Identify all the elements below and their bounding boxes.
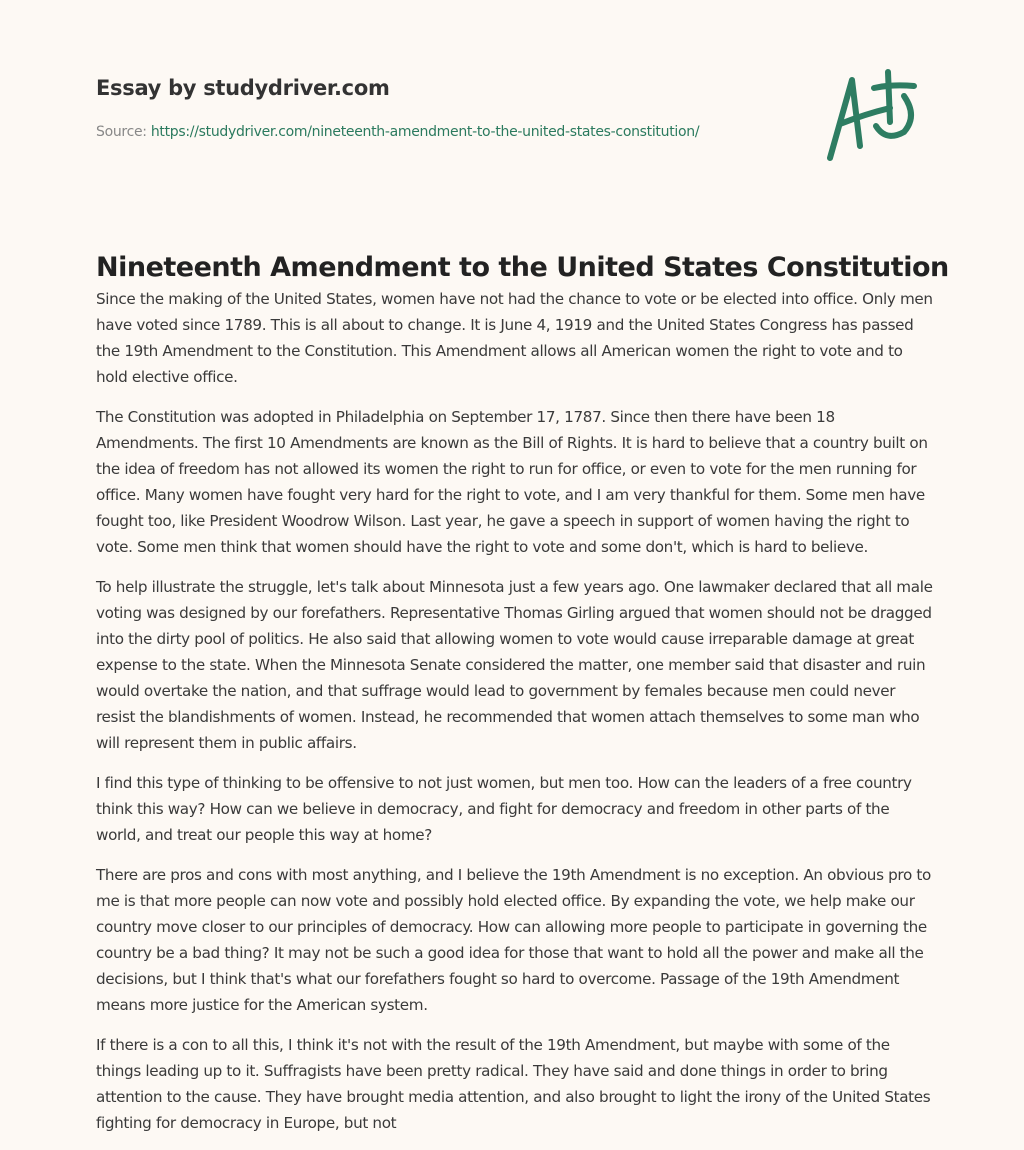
- paragraph: There are pros and cons with most anything, and I believe the 19th Amendment is no exception. An obvious pro to me is that more people can now vote and possibly hold elected office. By expanding the vote, we help make our country move closer to our principles of democracy. How can allowing more people to participate in governing the country be a bad thing? It may not be such a good idea for those that want to hold all the power and make all the decisions, but I think that's what our forefathers fought so hard to overcome. Passage of the 19th Amendment means more justice for the American system.: [96, 866, 931, 1014]
- article-title: Nineteenth Amendment to the United States Constitution: [96, 252, 949, 283]
- source-label: Source:: [96, 124, 151, 140]
- paragraph: To help illustrate the struggle, let's talk about Minnesota just a few years ago. One lawmaker declared that all male voting was designed by our forefathers. Representative Thomas Girling argued that women should not be dragged into the dirty pool of politics. He also said that allowing women to vote would cause irreparable damage at great expense to the state. When the Minnesota Senate considered the matter, one member said that disaster and ruin would overtake the nation, and that suffrage would lead to government by females because men could never resist the blandishments of women. Instead, he recommended that women attach themselves to some man who will represent them in public affairs.: [96, 578, 933, 752]
- site-brand: Essay by studydriver.com: [96, 76, 390, 100]
- source-line: [96, 124, 699, 140]
- paragraph: I find this type of thinking to be offensive to not just women, but men too. How can the leaders of a free country think this way? How can we believe in democracy, and fight for democracy and freedom in other parts of the world, and treat our people this way at home?: [96, 774, 912, 844]
- paragraph: If there is a con to all this, I think it's not with the result of the 19th Amendment, but maybe with some of the things leading up to it. Suffragists have been pretty radical. They have said and done things in order to bring attention to the cause. They have brought media attention, and also brought to light the irony of the United States fighting for democracy in Europe, but not: [96, 1036, 931, 1132]
- paragraph: Since the making of the United States, women have not had the chance to vote or be elected into office. Only men have voted since 1789. This is all about to change. It is June 4, 1919 and the United States Congress has passed the 19th Amendment to the Constitution. This Amendment allows all American women the right to vote and to hold elective office.: [96, 290, 933, 386]
- source-link[interactable]: https://studydriver.com/nineteenth-amendment-to-the-united-states-constitution/: [150, 124, 700, 140]
- article-body: [96, 286, 936, 1150]
- a-plus-logo-icon: [820, 66, 930, 166]
- paragraph: The Constitution was adopted in Philadelphia on September 17, 1787. Since then there have been 18 Amendments. The first 10 Amendments are known as the Bill of Rights. It is hard to believe that a country built on the idea of freedom has not allowed its women the right to run for office, or even to vote for the men running for office. Many women have fought very hard for the right to vote, and I am very thankful for them. Some men have fought too, like President Woodrow Wilson. Last year, he gave a speech in support of women having the right to vote. Some men think that women should have the right to vote and some don't, which is hard to believe.: [96, 408, 928, 556]
